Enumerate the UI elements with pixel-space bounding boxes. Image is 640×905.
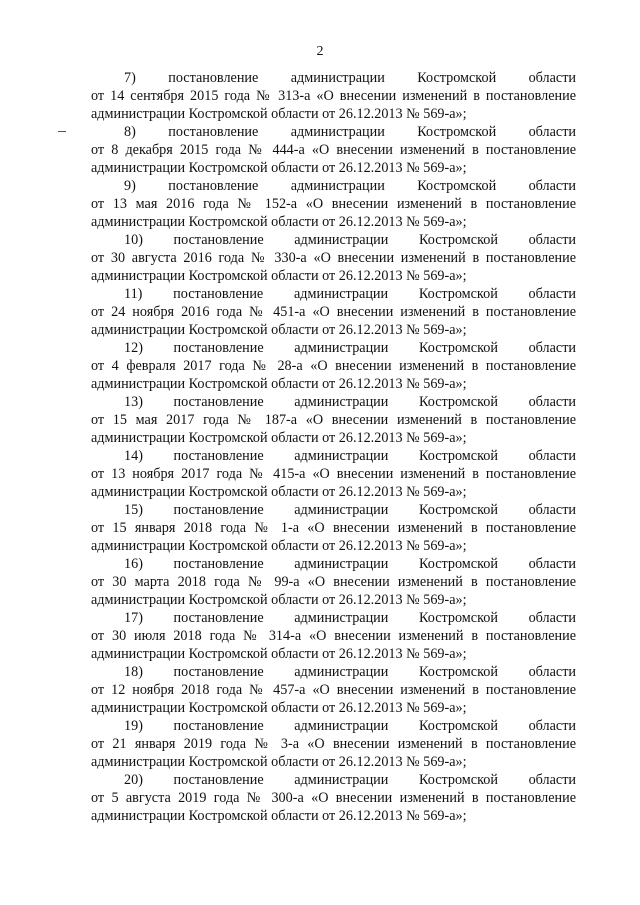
- list-item: [91, 663, 576, 717]
- list-item-line: 16) постановление администрации Костромской области: [124, 556, 576, 572]
- list-item-line: 15) постановление администрации Костромской области: [124, 502, 576, 518]
- list-item-line: от 30 июля 2018 года № 314-а «О внесении изменений в постановление: [91, 628, 576, 644]
- list-item-line: администрации Костромской области от 26.12.2013 № 569-а»;: [91, 376, 467, 392]
- list-item: [91, 501, 576, 555]
- list-item: [91, 123, 576, 177]
- list-item-line: от 30 марта 2018 года № 99-а «О внесении изменений в постановление: [91, 574, 576, 590]
- list-item-line: администрации Костромской области от 26.12.2013 № 569-а»;: [91, 700, 467, 716]
- list-item-line: администрации Костромской области от 26.12.2013 № 569-а»;: [91, 754, 467, 770]
- list-item-line: от 14 сентября 2015 года № 313-а «О внесении изменений в постановление: [91, 88, 576, 104]
- list-item: [91, 285, 576, 339]
- list-item: [91, 69, 576, 123]
- list-item: [91, 717, 576, 771]
- list-item-line: от 24 ноября 2016 года № 451-а «О внесении изменений в постановление: [91, 304, 576, 320]
- list-item: [91, 393, 576, 447]
- list-item: [91, 231, 576, 285]
- list-item-line: администрации Костромской области от 26.12.2013 № 569-а»;: [91, 160, 467, 176]
- list-item-line: 10) постановление администрации Костромской области: [124, 232, 576, 248]
- list-item: [91, 177, 576, 231]
- list-item-line: администрации Костромской области от 26.12.2013 № 569-а»;: [91, 592, 467, 608]
- list-item-line: администрации Костромской области от 26.12.2013 № 569-а»;: [91, 484, 467, 500]
- list-item-line: администрации Костромской области от 26.12.2013 № 569-а»;: [91, 106, 467, 122]
- list-item-line: от 13 ноября 2017 года № 415-а «О внесении изменений в постановление: [91, 466, 576, 482]
- list-item-line: от 12 ноября 2018 года № 457-а «О внесении изменений в постановление: [91, 682, 576, 698]
- document-body: [91, 69, 576, 825]
- list-item-line: 19) постановление администрации Костромской области: [124, 718, 576, 734]
- list-item-line: от 15 мая 2017 года № 187-а «О внесении изменений в постановление: [91, 412, 576, 428]
- list-item-line: 8) постановление администрации Костромской области: [124, 124, 576, 140]
- list-item: [91, 771, 576, 825]
- list-item-line: от 30 августа 2016 года № 330-а «О внесении изменений в постановление: [91, 250, 576, 266]
- list-item-line: администрации Костромской области от 26.12.2013 № 569-а»;: [91, 646, 467, 662]
- list-item-line: 13) постановление администрации Костромской области: [124, 394, 576, 410]
- list-item-line: от 4 февраля 2017 года № 28-а «О внесении изменений в постановление: [91, 358, 576, 374]
- list-item-line: от 21 января 2019 года № 3-а «О внесении изменений в постановление: [91, 736, 576, 752]
- list-item-line: администрации Костромской области от 26.12.2013 № 569-а»;: [91, 808, 467, 824]
- margin-mark: [58, 131, 66, 132]
- list-item-line: от 13 мая 2016 года № 152-а «О внесении изменений в постановление: [91, 196, 576, 212]
- list-item-line: 14) постановление администрации Костромской области: [124, 448, 576, 464]
- list-item-line: от 15 января 2018 года № 1-а «О внесении изменений в постановление: [91, 520, 576, 536]
- list-item-line: администрации Костромской области от 26.12.2013 № 569-а»;: [91, 322, 467, 338]
- list-item-line: 18) постановление администрации Костромской области: [124, 664, 576, 680]
- list-item-line: от 8 декабря 2015 года № 444-а «О внесении изменений в постановление: [91, 142, 576, 158]
- list-item-line: 7) постановление администрации Костромской области: [124, 70, 576, 86]
- list-item-line: администрации Костромской области от 26.12.2013 № 569-а»;: [91, 214, 467, 230]
- list-item: [91, 609, 576, 663]
- list-item-line: 9) постановление администрации Костромской области: [124, 178, 576, 194]
- list-item-line: 11) постановление администрации Костромской области: [124, 286, 576, 302]
- list-item-line: 12) постановление администрации Костромской области: [124, 340, 576, 356]
- list-item-line: администрации Костромской области от 26.12.2013 № 569-а»;: [91, 430, 467, 446]
- list-item-line: администрации Костромской области от 26.12.2013 № 569-а»;: [91, 538, 467, 554]
- list-item-line: 20) постановление администрации Костромской области: [124, 772, 576, 788]
- page-number: 2: [316, 44, 324, 59]
- list-item-line: администрации Костромской области от 26.12.2013 № 569-а»;: [91, 268, 467, 284]
- list-item-line: от 5 августа 2019 года № 300-а «О внесении изменений в постановление: [91, 790, 576, 806]
- list-item: [91, 447, 576, 501]
- list-item: [91, 339, 576, 393]
- list-item-line: 17) постановление администрации Костромской области: [124, 610, 576, 626]
- list-item: [91, 555, 576, 609]
